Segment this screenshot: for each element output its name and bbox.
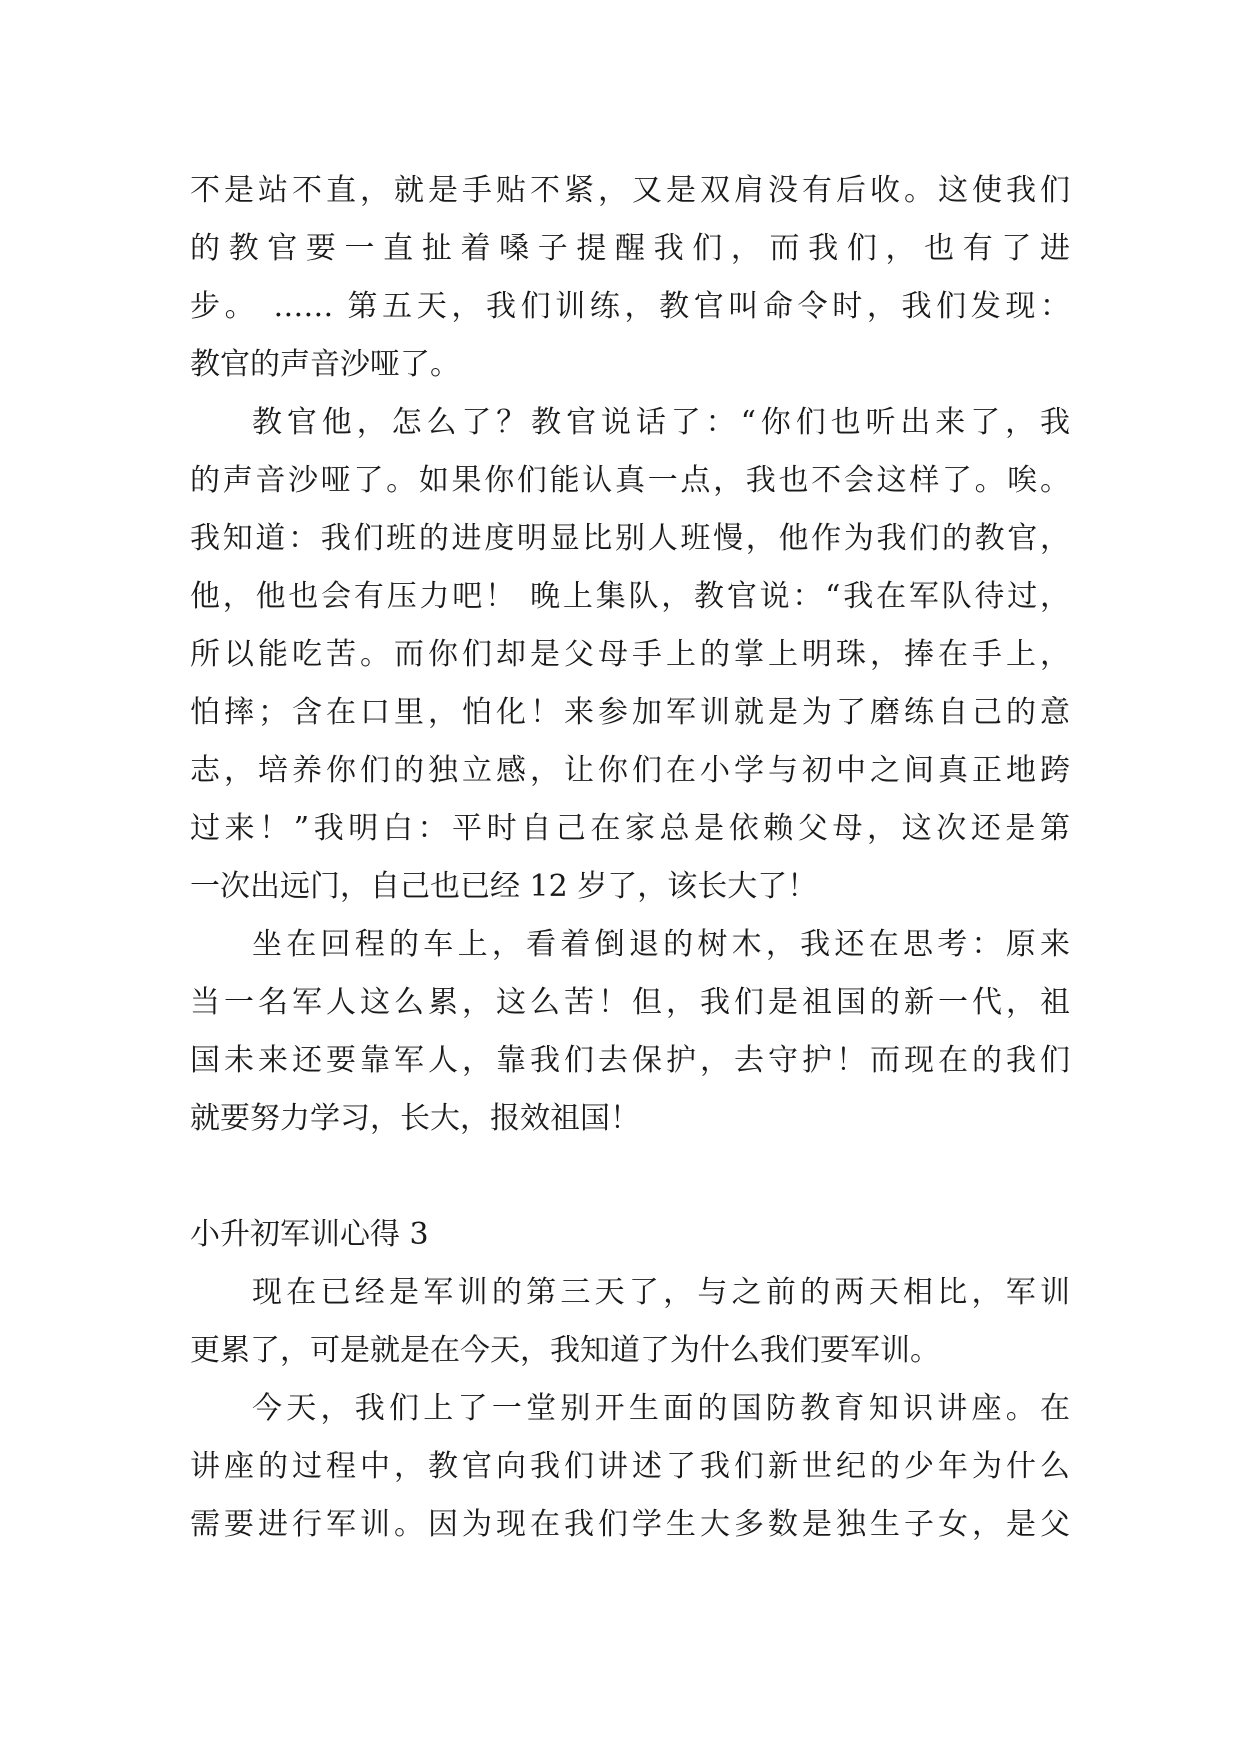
text-line: 国未来还要靠军人，靠我们去保护，去守护！而现在的我们 (190, 1043, 1070, 1078)
text-line: 教官他，怎么了？教官说话了：“你们也听出来了，我 (252, 405, 1070, 440)
text-line: 的声音沙哑了。如果你们能认真一点，我也不会这样了。唉。 (190, 463, 1070, 498)
text-line: 我知道：我们班的进度明显比别人班慢，他作为我们的教官， (190, 521, 1070, 556)
paragraph-continuation (190, 162, 1070, 394)
blank-line (190, 1148, 1070, 1206)
text-line: 他，他也会有压力吧！ 晚上集队，教官说：“我在军队待过， (190, 579, 1070, 614)
text-line: 就要努力学习，长大，报效祖国！ (190, 1101, 640, 1136)
text-line: 一次出远门，自己也已经 12 岁了，该长大了！ (190, 869, 818, 904)
text-line: 当一名军人这么累，这么苦！但，我们是祖国的新一代，祖 (190, 985, 1070, 1020)
text-line: 更累了，可是就是在今天，我知道了为什么我们要军训。 (190, 1333, 940, 1368)
text-line: 今天，我们上了一堂别开生面的国防教育知识讲座。在 (252, 1391, 1070, 1426)
text-line: 志，培养你们的独立感，让你们在小学与初中之间真正地跨 (190, 753, 1070, 788)
section-title: 小升初军训心得 3 (190, 1217, 429, 1252)
paragraph (190, 1264, 1070, 1380)
text-line: 的教官要一直扯着嗓子提醒我们，而我们，也有了进 (190, 231, 1070, 266)
text-line: 教官的声音沙哑了。 (190, 347, 460, 382)
paragraph (190, 394, 1070, 916)
text-line: 所以能吃苦。而你们却是父母手上的掌上明珠，捧在手上， (190, 637, 1070, 672)
text-line: 现在已经是军训的第三天了，与之前的两天相比，军训 (252, 1275, 1070, 1310)
document-body (190, 162, 1070, 1554)
paragraph (190, 916, 1070, 1148)
text-line: 怕摔；含在口里，怕化！来参加军训就是为了磨练自己的意 (190, 695, 1070, 730)
text-line: 需要进行军训。因为现在我们学生大多数是独生子女，是父 (190, 1507, 1070, 1542)
paragraph (190, 1380, 1070, 1554)
text-line: 步。 …… 第五天，我们训练，教官叫命令时，我们发现： (190, 289, 1070, 324)
text-line: 不是站不直，就是手贴不紧，又是双肩没有后收。这使我们 (190, 173, 1070, 208)
text-line: 坐在回程的车上，看着倒退的树木，我还在思考：原来 (252, 927, 1070, 962)
text-line: 过来！”我明白：平时自己在家总是依赖父母，这次还是第 (190, 811, 1070, 846)
text-line: 讲座的过程中，教官向我们讲述了我们新世纪的少年为什么 (190, 1449, 1070, 1484)
